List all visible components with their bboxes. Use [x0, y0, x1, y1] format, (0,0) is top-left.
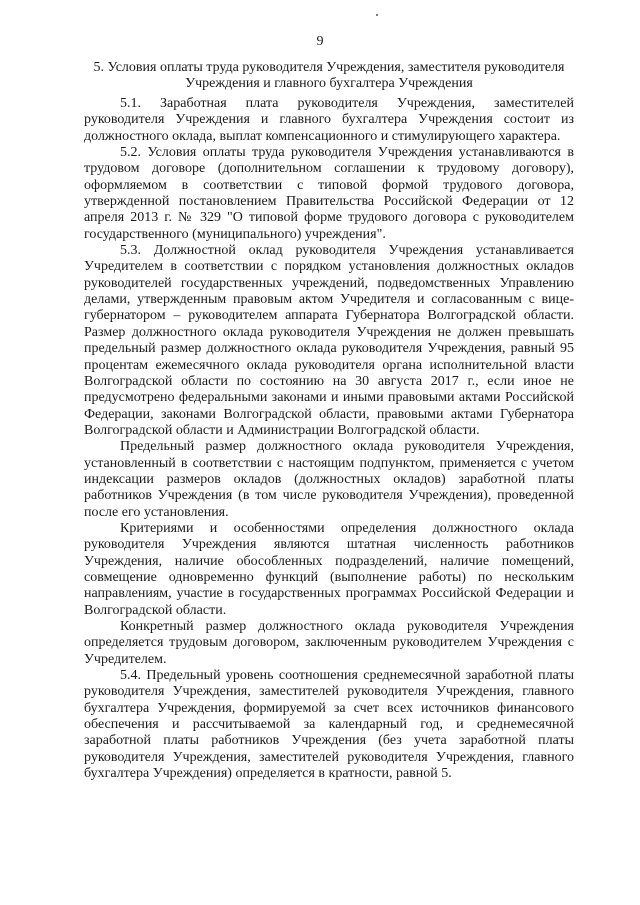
- paragraph-5-1: 5.1. Заработная плата руководителя Учреждения, заместителей руководителя Учреждения и главного бухгалтера Учреждения состоит из должностного оклада, выплат компенсационного и стимулирующего характера.: [84, 96, 574, 144]
- paragraph-5-4: 5.4. Предельный уровень соотношения среднемесячной заработной платы руководителя Учреждения, заместителей руководителя Учреждения, главного бухгалтера Учреждения, формируемой за счет всех источников финансового обеспечения и рассчитываемой за календарный год, и среднемесячной заработной платы работников Учреждения (без учета заработной платы руководителя Учреждения, заместителей руководителя Учреждения, главного бухгалтера Учреждения) определяется в кратности, равной 5.: [84, 668, 574, 782]
- paragraph-max-salary: Предельный размер должностного оклада руководителя Учреждения, установленный в соответствии с настоящим подпунктом, применяется с учетом индексации размеров окладов (должностных окладов) заработной платы работников Учреждения (в том числе руководителя Учреждения), проведенной после его установления.: [84, 439, 574, 520]
- page-number: 9: [316, 34, 324, 49]
- paragraph-5-3: 5.3. Должностной оклад руководителя Учреждения устанавливается Учредителем в соответствии с порядком установления должностных окладов руководителей государственных учреждений, подведомственных Управлению делами, утвержденным правовым актом Учредителя и согласованным с вице-губернатором – руководителем аппарата Губернатора Волгоградской области. Размер должностного оклада руководителя Учреждения не должен превышать предельный размер должностного оклада руководителя Учреждения, равный 95 процентам ежемесячного оклада руководителя органа исполнительной власти Волгоградской области по состоянию на 30 августа 2017 г., если иное не предусмотрено федеральными законами и иными правовыми актами Российской Федерации, законами Волгоградской области, правовыми актами Губернатора Волгоградской области и Администрации Волгоградской области.: [84, 243, 574, 438]
- scan-speck: [376, 14, 378, 16]
- paragraph-5-2: 5.2. Условия оплаты труда руководителя Учреждения устанавливаются в трудовом договоре (дополнительном соглашении к трудовому договору), оформляемом в соответствии с типовой формой трудового договора, утвержденной постановлением Правительства Российской Федерации от 12 апреля 2013 г. № 329 "О типовой форме трудового договора с руководителем государственного (муниципального) учреждения".: [84, 145, 574, 242]
- paragraph-criteria: Критериями и особенностями определения должностного оклада руководителя Учреждения являются штатная численность работников Учреждения, наличие обособленных подразделений, наличие помещений, совмещение одновременно функций (выполнение работы) по нескольким направлениям, участие в государственных программах Российской Федерации и Волгоградской области.: [84, 520, 574, 618]
- paragraph-specific-salary: Конкретный размер должностного оклада руководителя Учреждения определяется трудовым договором, заключенным руководителем Учреждения с Учредителем.: [84, 619, 574, 667]
- document-body: [84, 96, 574, 782]
- section-heading: 5. Условия оплаты труда руководителя Учреждения, заместителя руководителя Учреждения и главного бухгалтера Учреждения: [93, 60, 565, 91]
